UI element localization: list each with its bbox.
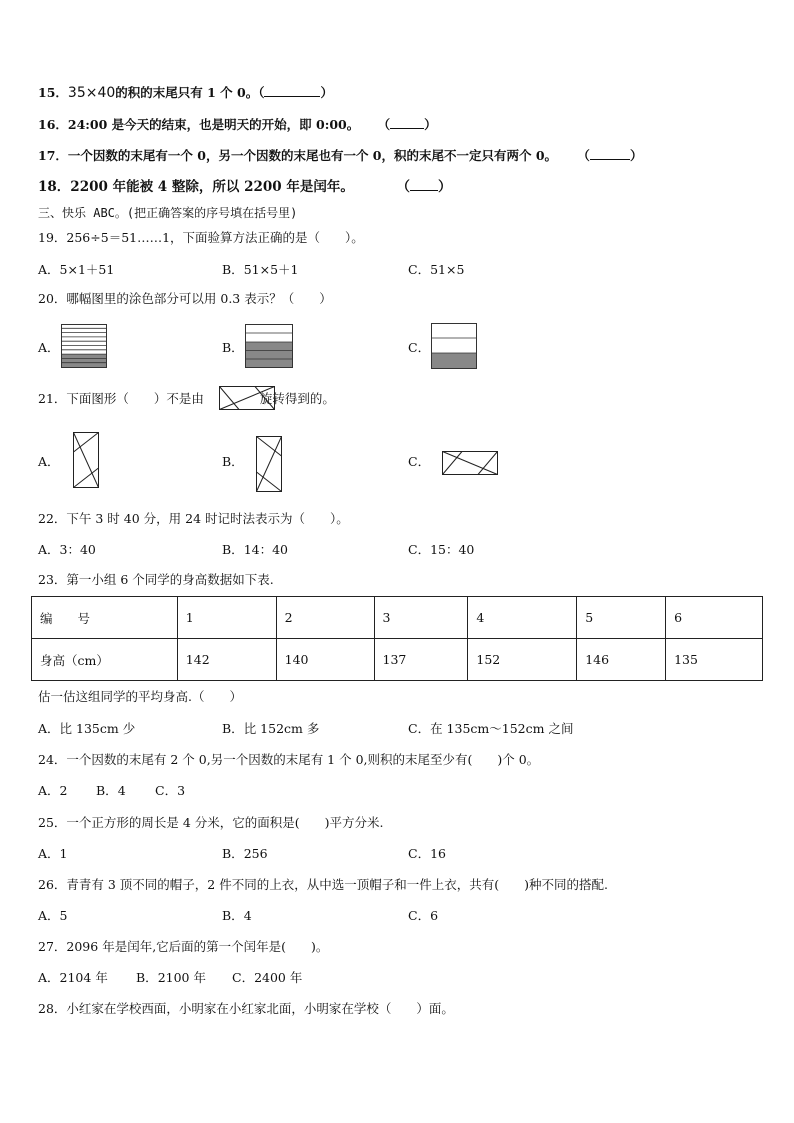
question-number: 20． [38,291,67,306]
option-c[interactable]: C．在 135cm～152cm 之间 [408,721,574,736]
question-text: 一个因数的末尾有 2 个 0,另一个因数的末尾有 1 个 0,则积的末尾至少有( )个 0。 [66,752,540,767]
fraction-figure-b [245,324,293,368]
rotated-figure-a [73,432,99,488]
option-c[interactable]: C．15：40 [408,542,475,557]
reference-rectangle [219,386,275,410]
option-b[interactable]: B．14：40 [222,542,288,557]
question-number: 17． [38,148,68,163]
option-b[interactable]: B．比 152cm 多 [222,721,320,736]
question-text: 下午 3 时 40 分，用 24 时记时法表示为（ ）。 [66,511,349,526]
question-text: 第一小组 6 个同学的身高数据如下表. [66,572,274,587]
question-text: 下面图形（ ）不是由 [66,391,204,406]
paren-open: （ [577,148,590,163]
answer-blank[interactable] [590,147,630,160]
paren-close: ） [320,85,333,100]
question-number: 23． [38,572,67,587]
option-a[interactable]: A．2104 年 [38,970,108,985]
option-c[interactable]: C．16 [408,846,446,861]
question-number: 19． [38,230,67,245]
option-c[interactable]: C．6 [408,908,439,923]
table-cell: 137 [374,639,468,681]
option-a[interactable]: A．比 135cm 少 [38,721,136,736]
question-15 [38,84,333,101]
question-25 [38,815,384,831]
paren-close: ） [438,179,452,195]
height-table [31,596,763,681]
question-number: 16． [38,117,68,132]
option-b[interactable]: B．256 [222,846,268,861]
question-text: 一个因数的末尾有一个 0，另一个因数的末尾也有一个 0，积的末尾不一定只有两个 0。 [67,148,558,163]
table-cell: 152 [468,639,577,681]
question-text: 小红家在学校西面，小明家在小红家北面，小明家在学校（ ）面。 [66,1001,454,1016]
question-number: 28． [38,1001,67,1016]
paren-close: ） [629,148,643,163]
expression: 35×40 [67,85,116,101]
option-a[interactable]: A．1 [38,846,68,861]
answer-blank[interactable] [390,116,424,129]
option-b[interactable]: B．4 [96,783,126,798]
table-cell: 5 [577,597,666,639]
option-c[interactable]: C．3 [155,783,186,798]
question-text: 24:00 是今天的结束，也是明天的开始，即 0:00。 [67,117,360,132]
question-number: 26． [38,877,67,892]
question-number: 22． [38,511,67,526]
table-cell: 135 [666,639,763,681]
question-16 [38,116,437,133]
question-number: 25． [38,815,67,830]
question-26 [38,877,608,893]
table-header-cell: 编 号 [32,597,178,639]
table-row [32,639,763,681]
question-18 [38,178,452,195]
question-text: 青青有 3 顶不同的帽子，2 件不同的上衣，从中选一顶帽子和一件上衣，共有( )种不同的搭配. [66,877,608,892]
section-heading: 三、快乐 ABC。(把正确答案的序号填在括号里) [38,206,298,220]
option-b[interactable]: B．4 [222,908,252,923]
paren-close: ） [424,117,437,132]
table-cell: 142 [177,639,276,681]
option-b[interactable]: B． [222,454,244,469]
paren-open: （ [377,117,391,132]
fraction-figure-c [431,323,477,369]
question-number: 24． [38,752,67,767]
question-number: 15． [38,85,68,100]
option-c[interactable]: C． [408,454,431,469]
option-a[interactable]: A． [38,340,60,355]
rotated-figure-c [442,451,498,475]
question-number: 18． [38,179,71,195]
table-row [32,597,763,639]
question-text: 哪幅图里的涂色部分可以用 0.3 表示？（ ） [66,291,332,306]
fraction-figure-a [61,324,107,368]
question-22 [38,511,349,527]
table-cell: 140 [276,639,374,681]
question-23 [38,572,274,588]
option-a[interactable]: A．2 [38,783,68,798]
paren-open: （ [396,179,411,195]
question-17 [38,147,642,164]
answer-blank[interactable] [264,84,320,97]
option-b[interactable]: B． [222,340,244,355]
question-text: 一个正方形的周长是 4 分米，它的面积是( )平方分米. [66,815,384,830]
option-c[interactable]: C． [408,340,431,355]
answer-blank[interactable] [410,178,438,191]
option-b[interactable]: B．51×5＋1 [222,262,299,277]
question-27 [38,939,328,955]
option-a[interactable]: A．5 [38,908,68,923]
option-a[interactable]: A．3：40 [38,542,96,557]
question-20 [38,291,332,307]
question-23-followup: 估一估这组同学的平均身高.（ ） [38,689,242,704]
option-a[interactable]: A． [38,454,60,469]
rotated-figure-b [256,436,282,492]
table-cell: 3 [374,597,468,639]
question-21 [38,391,335,407]
table-header-cell: 身高（cm） [32,639,178,681]
question-text: 2200 年能被 4 整除，所以 2200 年是闰年。 [70,179,354,195]
table-cell: 4 [468,597,577,639]
table-cell: 1 [177,597,276,639]
table-cell: 146 [577,639,666,681]
question-28 [38,1001,454,1017]
question-text-after: 旋转得到的。 [259,391,335,406]
question-19 [38,230,364,246]
table-cell: 6 [666,597,763,639]
question-text: 2096 年是闰年,它后面的第一个闰年是( )。 [66,939,329,954]
option-a[interactable]: A．5×1＋51 [38,262,115,277]
option-c[interactable]: C．51×5 [408,262,465,277]
option-b[interactable]: B．2100 年 [136,970,206,985]
question-number: 27． [38,939,67,954]
question-24 [38,752,539,768]
question-text: 的积的末尾只有 1 个 0。（ [115,85,265,100]
question-number: 21． [38,391,67,406]
question-text: 256÷5＝51……1，下面验算方法正确的是（ ）。 [66,230,364,245]
table-cell: 2 [276,597,374,639]
option-c[interactable]: C．2400 年 [232,970,303,985]
